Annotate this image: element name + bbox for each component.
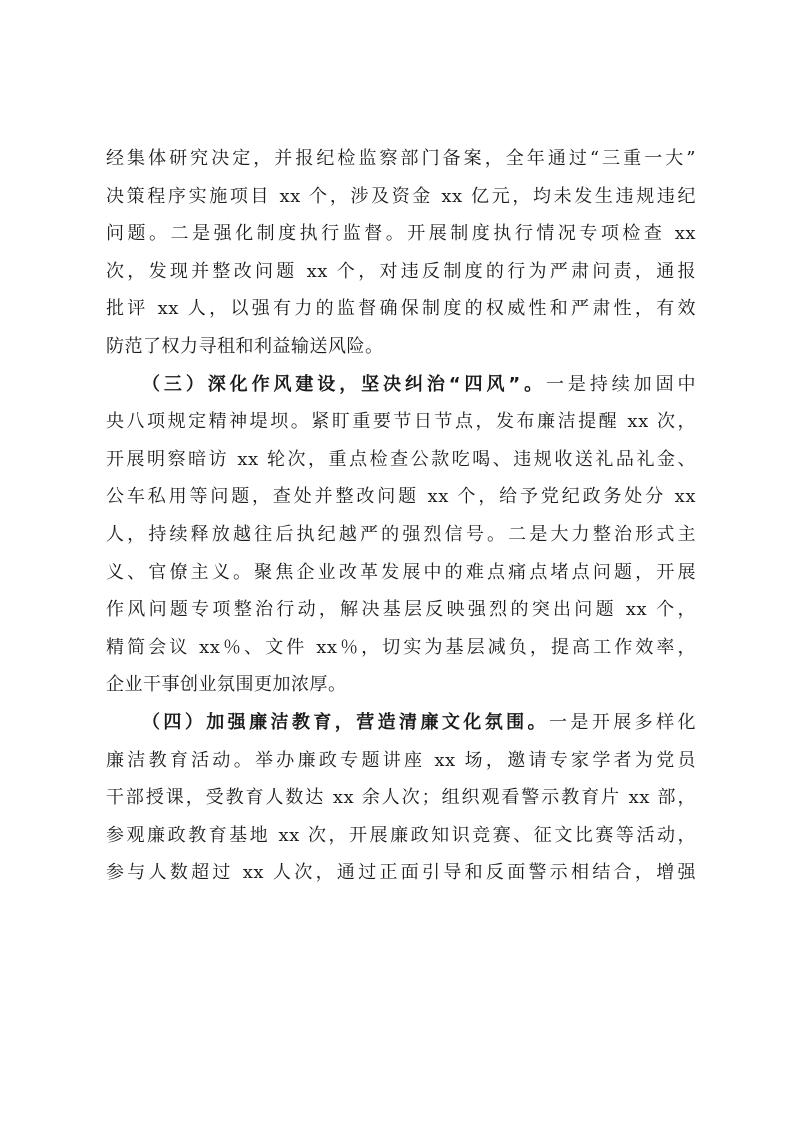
text-line: 义、官僚主义。聚焦企业改革发展中的难点痛点堵点问题，开展 [106, 561, 696, 583]
section-heading-line [106, 704, 696, 742]
text-line: 经集体研究决定，并报纪检监察部门备案，全年通过“三重一大” [106, 148, 696, 169]
text-span: 一是持续加固中 [546, 373, 696, 395]
text-line: 次，发现并整改问题 xx 个，对违反制度的行为严肃问责，通报 [106, 260, 696, 282]
text-line: 央八项规定精神堤坝。紧盯重要节日节点，发布廉洁提醒 xx 次， [106, 411, 696, 433]
text-line: 决策程序实施项目 xx 个，涉及资金 xx 亿元，均未发生违规违纪 [106, 185, 696, 207]
text-line: 干部授课，受教育人数达 xx 余人次；组织观看警示教育片 xx 部， [106, 787, 696, 809]
text-line: 作风问题专项整治行动，解决基层反映强烈的突出问题 xx 个， [106, 599, 696, 621]
section-heading: （三）深化作风建设，坚决纠治“四风”。 [142, 373, 547, 395]
section-heading: （四）加强廉洁教育，营造清廉文化氛围。 [142, 711, 549, 733]
text-line: 批评 xx 人，以强有力的监督确保制度的权威性和严肃性，有效 [106, 298, 696, 320]
section-heading-line [106, 366, 696, 404]
text-span: 一是开展多样化 [548, 711, 697, 733]
text-line: 参观廉政教育基地 xx 次，开展廉政知识竞赛、征文比赛等活动， [106, 824, 696, 846]
document-page [106, 140, 696, 892]
text-line: 精简会议 xx％、文件 xx％，切实为基层减负，提高工作效率， [106, 636, 696, 658]
text-line: 公车私用等问题，查处并整改问题 xx 个，给予党纪政务处分 xx [106, 486, 696, 508]
text-line: 防范了权力寻租和利益输送风险。 [106, 335, 384, 357]
text-line: 人，持续释放越往后执纪越严的强烈信号。二是大力整治形式主 [106, 523, 696, 545]
text-line: 参与人数超过 xx 人次，通过正面引导和反面警示相结合，增强 [106, 862, 696, 884]
text-line: 开展明察暗访 xx 轮次，重点检查公款吃喝、违规收送礼品礼金、 [106, 448, 696, 470]
text-line: 问题。二是强化制度执行监督。开展制度执行情况专项检查 xx [106, 223, 696, 245]
text-line: 企业干事创业氛围更加浓厚。 [106, 674, 347, 696]
text-line: 廉洁教育活动。举办廉政专题讲座 xx 场，邀请专家学者为党员 [106, 749, 696, 771]
